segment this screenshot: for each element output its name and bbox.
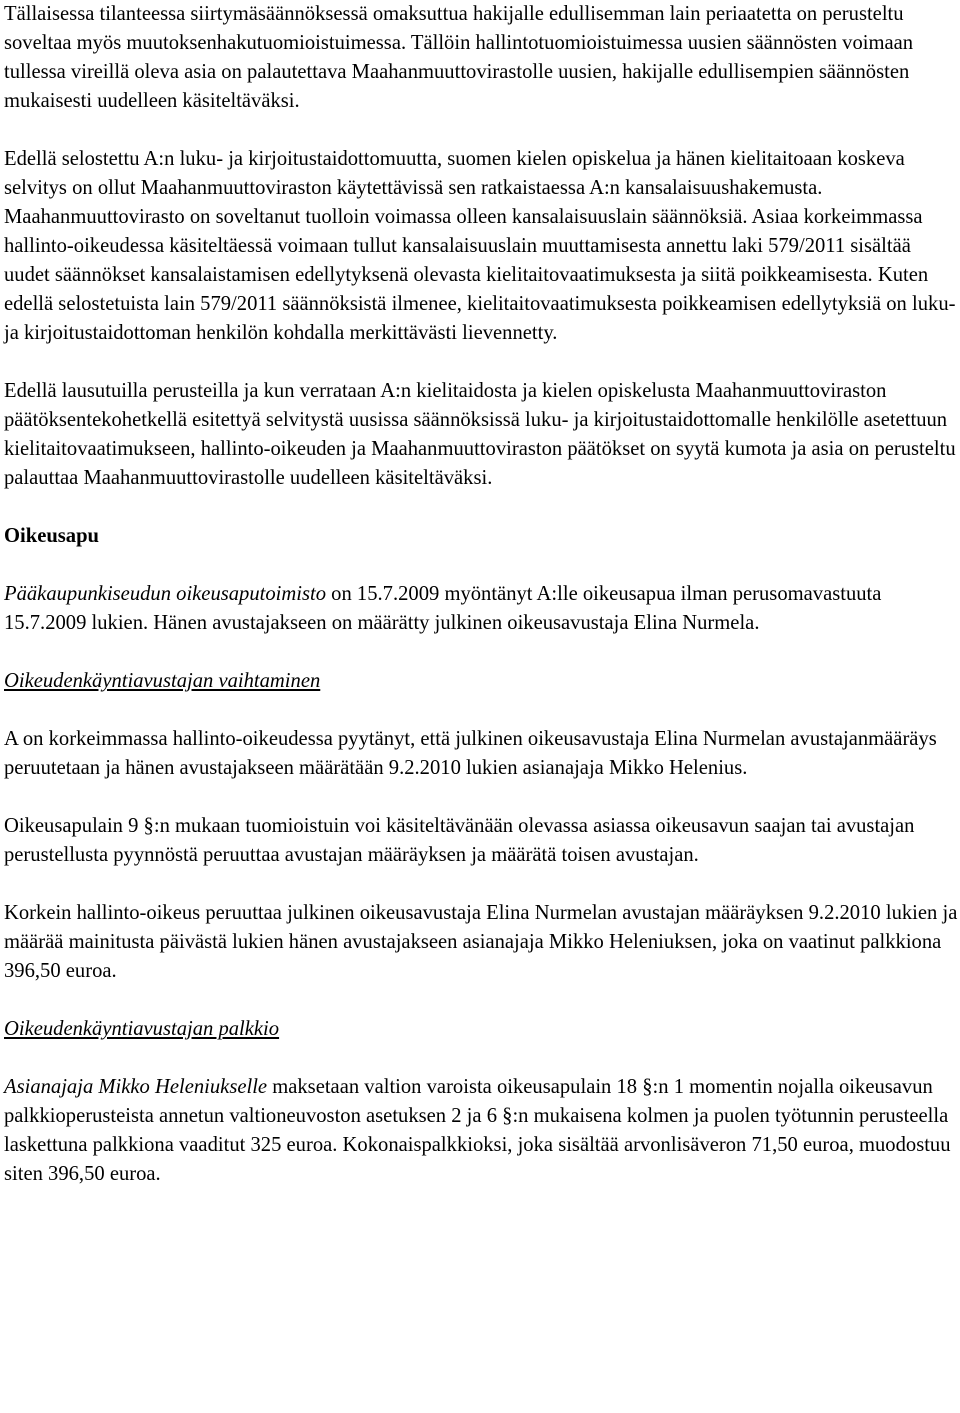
paragraph-counsel-change-decision: Korkein hallinto-oikeus peruuttaa julkinen oikeusavustaja Elina Nurmelan avustajan määräyksen 9.2.2010 lukien ja määrää mainitusta päivästä lukien hänen avustajakseen asianajaja Mikko Heleniuksen, joka on vaatinut palkkiona 396,50 euroa. [4, 902, 958, 982]
document-page [4, 0, 960, 1189]
paragraph-literacy-assessment: Edellä selostettu A:n luku- ja kirjoitustaidottomuutta, suomen kielen opiskelua ja hänen kielitaitoaan koskeva selvitys on ollut Maahanmuuttoviraston käytettävissä sen ratkaistaessa A:n kansalaisuushakemusta. Maahanmuuttovirasto on soveltanut tuolloin voimassa olleen kansalaisuuslain säännöksiä. Asiaa korkeimmassa hallinto-oikeudessa käsiteltäessä voimaan tullut kansalaisuuslain muuttamisesta annettu laki 579/2011 sisältää uudet säännökset kansalaistamisen edellytyksenä olevasta kielitaitovaatimuksesta ja siitä poikkeamisesta. Kuten edellä selostetuista lain 579/2011 säännöksistä ilmenee, kielitaitovaatimuksesta poikkeamisen edellytyksiä on luku- ja kirjoitustaidottoman henkilön kohdalla merkittävästi lievennetty. [4, 148, 956, 344]
paragraph-legal-aid-act-section: Oikeusapulain 9 §:n mukaan tuomioistuin voi käsiteltävänään olevassa asiassa oikeusavun saajan tai avustajan perustellusta pyynnöstä peruuttaa avustajan määräyksen ja määrätä toisen avustajan. [4, 815, 915, 866]
heading-oikeusapu: Oikeusapu [4, 525, 100, 547]
legal-aid-text: on 15.7.2009 myöntänyt A:lle oikeusapua ilman perusomavastuuta 15.7.2009 lukien. Hänen avustajakseen on määrätty julkinen oikeusavustaja Elina Nurmela. [4, 583, 882, 634]
paragraph-counsel-change-request: A on korkeimmassa hallinto-oikeudessa pyytänyt, että julkinen oikeusavustaja Elina Nurmelan avustajanmääräys peruutetaan ja hänen avustajakseen määrätään 9.2.2010 lukien asianajaja Mikko Helenius. [4, 728, 937, 779]
counsel-fee-text: maksetaan valtion varoista oikeusapulain 18 §:n 1 momentin nojalla oikeusavun palkkioperusteista annetun valtioneuvoston asetuksen 2 ja 6 §:n mukaisena kolmen ja puolen työtunnin perusteella laskettuna palkkiona vaaditut 325 euroa. Kokonaispalkkioksi, joka sisältää arvonlisäveron 71,50 euroa, muodostuu siten 396,50 euroa. [4, 1076, 951, 1185]
paragraph-transitional-provision: Tällaisessa tilanteessa siirtymäsäännöksessä omaksuttua hakijalle edullisemman lain periaatetta on perusteltu soveltaa myös muutoksenhakutuomioistuimessa. Tällöin hallintotuomioistuimessa uusien säännösten voimaan tullessa vireillä oleva asia on palautettava Maahanmuuttovirastolle uusien, hakijalle edullisempien säännösten mukaisesti uudelleen käsiteltäväksi. [4, 3, 914, 112]
paragraph-counsel-fee [4, 1073, 960, 1189]
heading-counsel-change: Oikeudenkäyntiavustajan vaihtaminen [4, 670, 321, 692]
counsel-name: Asianajaja Mikko Heleniukselle [4, 1076, 268, 1098]
paragraph-legal-aid [4, 580, 960, 638]
paragraph-decision-grounds: Edellä lausutuilla perusteilla ja kun verrataan A:n kielitaidosta ja kielen opiskelusta Maahanmuuttoviraston päätöksentekohetkellä esitettyä selvitystä uusissa säännöksissä luku- ja kirjoitustaidottomalle henkilölle asetettuun kielitaitovaatimukseen, hallinto-oikeuden ja Maahanmuuttoviraston päätökset on syytä kumota ja asia on perusteltu palauttaa Maahanmuuttovirastolle uudelleen käsiteltäväksi. [4, 380, 956, 489]
legal-aid-office-name: Pääkaupunkiseudun oikeusaputoimisto [4, 583, 327, 605]
heading-counsel-fee: Oikeudenkäyntiavustajan palkkio [4, 1018, 280, 1040]
